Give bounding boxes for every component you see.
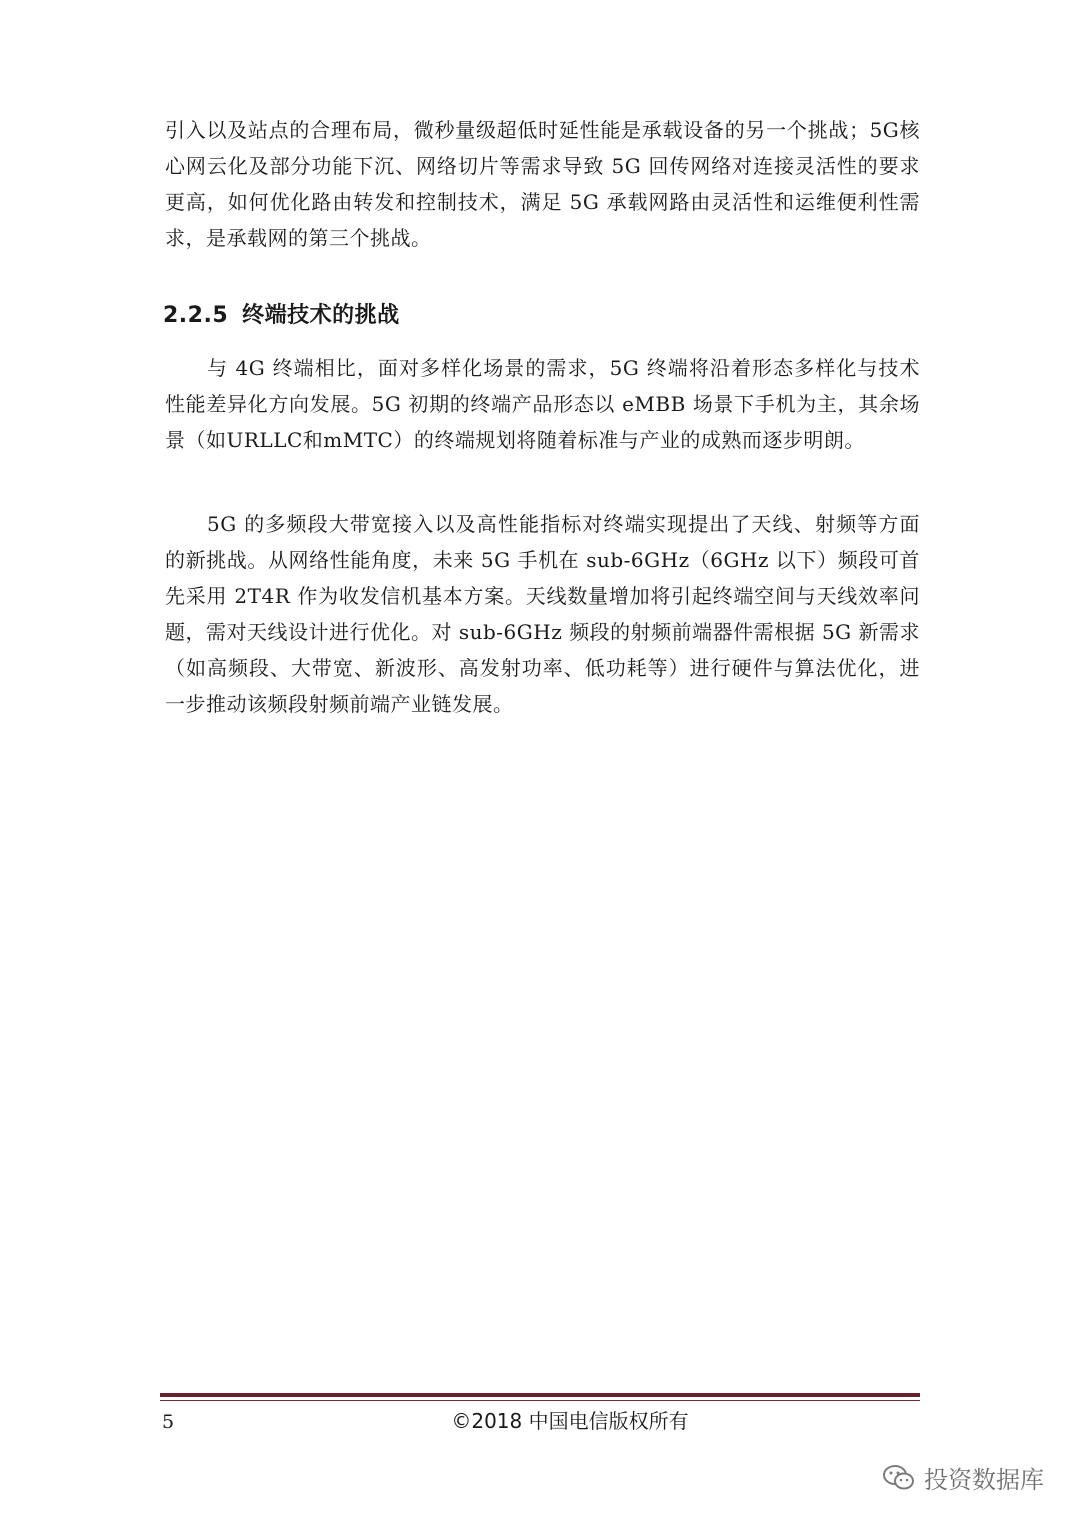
- body-paragraph-2: 与 4G 终端相比，面对多样化场景的需求，5G 终端将沿着形态多样化与技术性能差异化方向发展。5G 初期的终端产品形态以 eMBB 场景下手机为主，其余场景（如URLLC和mMTC）的终端规划将随着标准与产业的成熟而逐步明朗。: [165, 356, 920, 452]
- footer-rule-thin: [160, 1400, 920, 1401]
- section-title: 终端技术的挑战: [242, 303, 400, 328]
- body-paragraph-1: 引入以及站点的合理布局，微秒量级超低时延性能是承载设备的另一个挑战；5G核心网云化及部分功能下沉、网络切片等需求导致 5G 回传网络对连接灵活性的要求更高，如何优化路由转发和控制技术，满足 5G 承载网路由灵活性和运维便利性需求，是承载网的第三个挑战。: [165, 118, 920, 250]
- body-paragraph-3: 5G 的多频段大带宽接入以及高性能指标对终端实现提出了天线、射频等方面的新挑战。从网络性能角度，未来 5G 手机在 sub-6GHz（6GHz 以下）频段可首先采用 2T4R 作为收发信机基本方案。天线数量增加将引起终端空间与天线效率问题，需对天线设计进行优化。对 sub-6GHz 频段的射频前端器件需根据 5G 新需求（如高频段、大带宽、新波形、高发射功率、低功耗等）进行硬件与算法优化，进一步推动该频段射频前端产业链发展。: [165, 512, 921, 716]
- copyright-notice: ©2018 中国电信版权所有: [451, 1409, 689, 1433]
- page-number: 5: [162, 1411, 175, 1433]
- section-number: 2.2.5: [163, 303, 229, 328]
- watermark-text: 投资数据库: [924, 1466, 1044, 1494]
- section-heading: [163, 298, 400, 334]
- footer-rule-thick: [160, 1393, 920, 1397]
- watermark: [882, 1460, 1044, 1495]
- wechat-icon: [882, 1464, 916, 1492]
